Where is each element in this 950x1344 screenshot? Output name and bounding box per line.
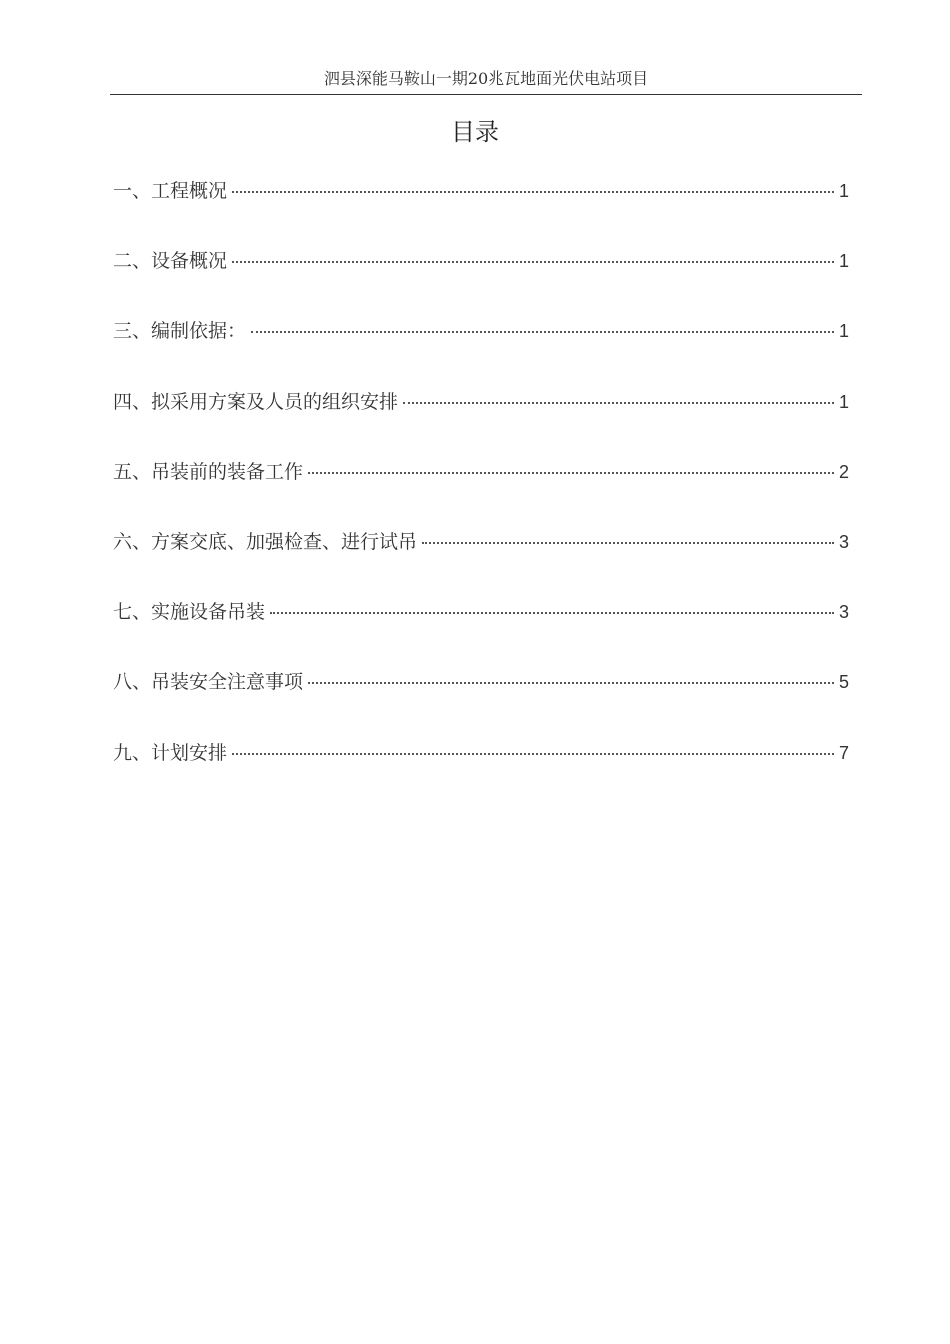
toc-entry-9[interactable] — [113, 734, 849, 804]
toc-page-number: 1 — [838, 251, 849, 272]
toc-entry-5[interactable] — [113, 453, 849, 523]
toc-dot-leader — [232, 260, 834, 263]
toc-entry-label: 一、工程概况 — [113, 180, 228, 202]
toc-entry-7[interactable] — [113, 593, 849, 663]
toc-dot-leader — [232, 752, 834, 755]
toc-dot-leader — [232, 190, 834, 193]
toc-entry-label: 六、方案交底、加强检查、进行试吊 — [113, 530, 418, 553]
toc-entry-label: 八、吊装安全注意事项 — [113, 671, 304, 694]
toc-dot-leader — [422, 541, 834, 544]
toc-page-number: 3 — [838, 602, 849, 623]
toc-entry-label: 七、实施设备吊装 — [113, 601, 266, 624]
toc-page-number: 2 — [838, 461, 849, 482]
toc-page-number: 1 — [838, 181, 849, 201]
toc-page-number: 7 — [838, 742, 849, 763]
toc-page-number: 5 — [838, 672, 849, 693]
toc-entry-1[interactable] — [113, 172, 849, 242]
toc-dot-leader — [251, 330, 834, 333]
toc-page-number: 3 — [838, 531, 849, 552]
toc-dot-leader — [403, 401, 834, 404]
toc-dot-leader — [308, 681, 834, 684]
toc-entry-label: 九、计划安排 — [113, 741, 228, 764]
toc-entry-4[interactable] — [113, 383, 849, 453]
table-of-contents — [113, 172, 849, 804]
toc-title: 目录 — [451, 118, 499, 146]
toc-entry-label: 三、编制依据： — [113, 320, 247, 343]
toc-dot-leader — [270, 611, 834, 614]
toc-dot-leader — [308, 471, 834, 474]
page-header: 泗县深能马鞍山一期20兆瓦地面光伏电站项目 — [110, 64, 862, 95]
toc-entry-8[interactable] — [113, 663, 849, 733]
toc-entry-3[interactable] — [113, 312, 849, 382]
toc-page-number: 1 — [838, 321, 849, 342]
toc-entry-2[interactable] — [113, 242, 849, 312]
toc-entry-6[interactable] — [113, 523, 849, 593]
toc-page-number: 1 — [838, 391, 849, 412]
toc-entry-label: 五、吊装前的装备工作 — [113, 460, 304, 483]
toc-entry-label: 二、设备概况 — [113, 250, 228, 273]
toc-entry-label: 四、拟采用方案及人员的组织安排 — [113, 390, 399, 413]
